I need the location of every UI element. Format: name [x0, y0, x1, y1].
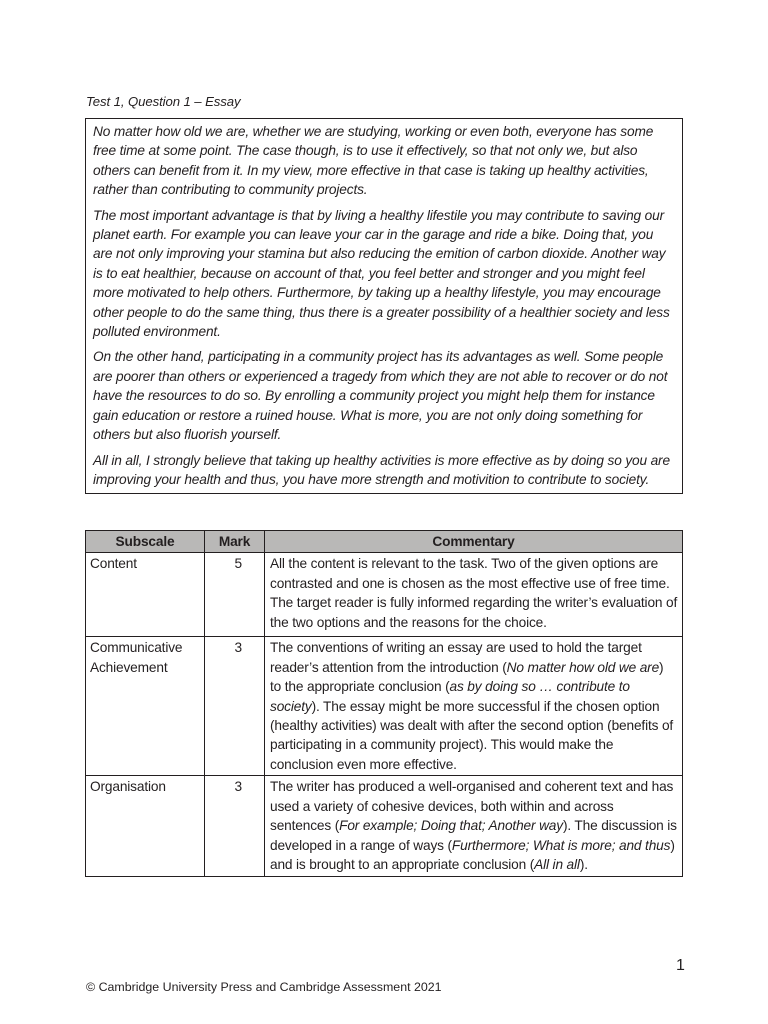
commentary-text: ). The discussion is developed in a range of ways (: [270, 818, 677, 853]
mark-cell: 5: [205, 553, 265, 637]
quoted-phrase: No matter how old we are: [506, 659, 660, 675]
essay-paragraph: The most important advantage is that by living a healthy lifestile you may contribute to saving our planet earth. For example you can leave your car in the garage and ride a bike. Doing that, you are not only improving your stamina but also reducing the emition of carbon dioxide. Another way is to eat healthier, because on account of that, you feel better and stronger and you might feel more motivated to help others. Furthermore, by taking up a healthy lifestyle, you may encourage other people to do the same thing, thus there is a greater possibility of a healthier society and less polluted environment.: [93, 207, 670, 340]
commentary-text: The writer has produced a well-organised and coherent text and has used a variety of cohesive devices, both within and across sentences (: [270, 779, 674, 834]
quoted-phrase: as by doing so … contribute to society: [270, 679, 630, 714]
commentary-text: All the content is relevant to the task. Two of the given options are contrasted and one is chosen as the most effective use of free time. The target reader is fully informed regarding the writer’s evaluation of the two options and the reasons for the choice.: [270, 556, 678, 630]
essay-paragraph: No matter how old we are, whether we are studying, working or even both, everyone has some free time at some point. The case though, is to use it effectively, so that not only we, but also others can benefit from it. In my view, more effective in that case is taking up healthy activities, rather than contributing to community projects.: [93, 124, 654, 198]
commentary-text: ) and is brought to an appropriate conclusion (: [270, 837, 675, 873]
commentary-text: ).: [579, 857, 588, 873]
quoted-phrase: All in all: [534, 857, 580, 873]
quoted-phrase: Furthermore; What is more; and thus: [451, 837, 671, 853]
commentary-text: The conventions of writing an essay are used to hold the target reader’s attention from the introduction (: [270, 640, 642, 675]
commentary-text: ) to the appropriate conclusion (: [270, 659, 664, 695]
commentary-cell: [265, 553, 683, 637]
essay-paragraph: All in all, I strongly believe that taking up healthy activities is more effective as by doing so you are improving your health and thus, you have more strength and motivition to contribute to society.: [93, 452, 670, 487]
mark-cell: 3: [205, 637, 265, 776]
table-row: [86, 776, 683, 877]
header-commentary: Commentary: [265, 531, 683, 553]
commentary-cell: [265, 637, 683, 776]
subscale-cell: Communicative Achievement: [86, 637, 205, 776]
mark-cell: 3: [205, 776, 265, 877]
question-heading: Test 1, Question 1 – Essay: [86, 94, 241, 109]
essay-paragraph: On the other hand, participating in a community project has its advantages as well. Some people are poorer than others or experienced a tragedy from which they are not able to recover or do not have the resources to do so. By enrolling a community project you might help them for instance gain education or restore a ruined house. What is more, you are not only doing something for others but also fluorish yourself.: [93, 349, 668, 443]
header-mark: Mark: [205, 531, 265, 553]
page-number: 1: [676, 957, 685, 974]
subscale-cell: Content: [86, 553, 205, 637]
table-row: [86, 553, 683, 637]
essay-box: [85, 118, 683, 494]
commentary-text: ). The essay might be more successful if the chosen option (healthy activities) was dealt with after the second option (benefits of participating in a community project). This would make the conclusion even more effective.: [270, 698, 674, 772]
commentary-cell: [265, 776, 683, 877]
header-subscale: Subscale: [86, 531, 205, 553]
assessment-table: [85, 530, 683, 877]
quoted-phrase: For example; Doing that; Another way: [339, 818, 563, 834]
table-header-row: [86, 531, 683, 553]
subscale-cell: Organisation: [86, 776, 205, 877]
copyright-footer: © Cambridge University Press and Cambridge Assessment 2021: [86, 980, 442, 994]
table-row: [86, 637, 683, 776]
